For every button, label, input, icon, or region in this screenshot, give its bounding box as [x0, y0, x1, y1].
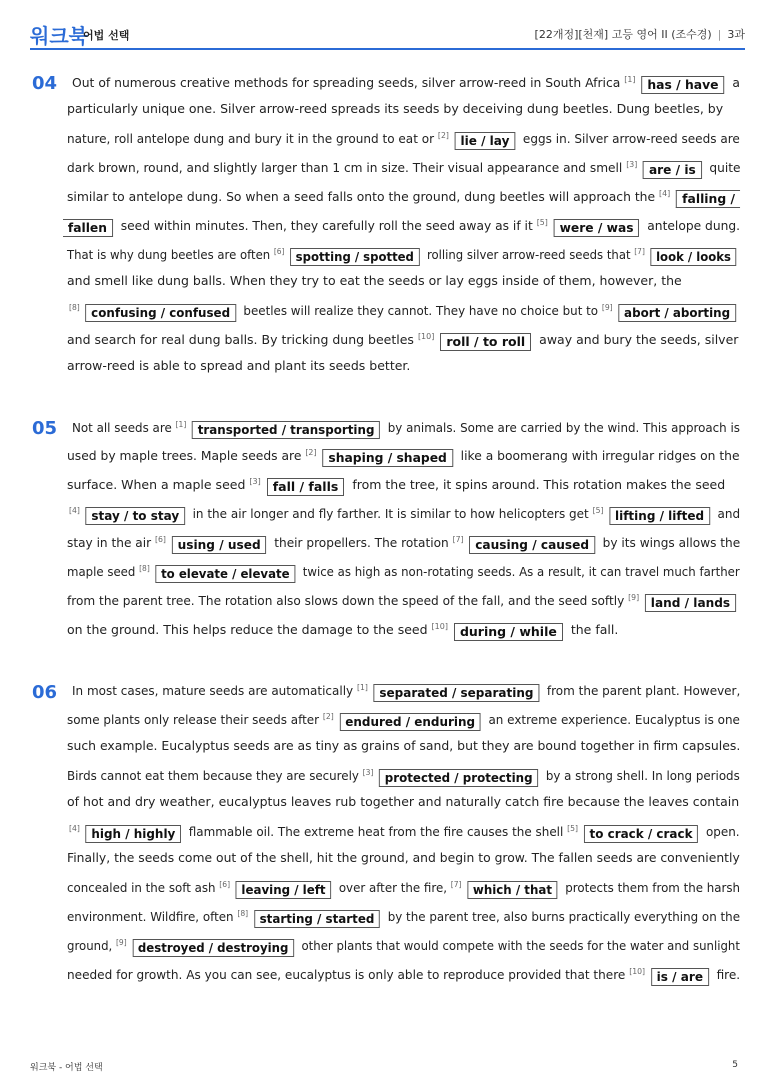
text: concealed in the soft ash	[67, 880, 216, 895]
text: ground,	[67, 938, 113, 953]
text: needed for growth. As you can see, eucalyptus is only able to reproduce provided that there	[67, 967, 626, 982]
choice-box-continued[interactable]: fallen	[63, 219, 113, 237]
choice-box[interactable]: to crack / crack	[584, 825, 699, 843]
text-line	[67, 905, 740, 928]
blank-marker: [7]	[452, 535, 464, 544]
footer-title: 워크북 - 어법 선택	[30, 1063, 103, 1073]
choice-box[interactable]: separated / separating	[374, 684, 540, 702]
choice-box[interactable]: fall / falls	[267, 478, 345, 496]
blank-marker: [5]	[536, 218, 548, 227]
text: an extreme experience. Eucalyptus is one	[488, 712, 740, 727]
blank-marker: [8]	[69, 303, 80, 312]
blank-marker: [2]	[305, 448, 317, 457]
text: by a strong shell. In long periods	[545, 768, 740, 783]
text: the fall.	[570, 622, 619, 637]
choice-box[interactable]: high / highly	[86, 825, 181, 843]
blank-marker: [1]	[624, 75, 636, 84]
course-info	[535, 26, 745, 42]
text: other plants that would compete with the seeds for the water and sunlight	[301, 938, 740, 953]
text: beetles will realize they cannot. They have no choice but to	[243, 303, 599, 318]
choice-box[interactable]: land / lands	[645, 594, 736, 612]
choice-box[interactable]: lie / lay	[455, 132, 516, 150]
text-line: arrow-reed is able to spread and plant its seeds better.	[67, 358, 411, 373]
text-line	[67, 963, 740, 986]
text: from the parent tree. The rotation also slows down the speed of the fall, and the seed softly	[67, 593, 625, 608]
text: a	[732, 75, 740, 90]
text: by the parent tree, also burns practically everything on the	[387, 909, 741, 924]
blank-marker: [9]	[601, 303, 613, 312]
text: in the air longer and fly farther. It is similar to how helicopters get	[192, 506, 589, 521]
text: open.	[705, 824, 740, 839]
text-line: of hot and dry weather, eucalyptus leaves rub together and naturally catch fire because the leaves contain	[67, 794, 740, 809]
blank-marker: [6]	[273, 247, 285, 256]
text: environment. Wildfire, often	[67, 909, 234, 924]
blank-marker: [6]	[219, 880, 231, 889]
question-number: 06	[32, 682, 58, 703]
text: In most cases, mature seeds are automatically	[72, 683, 354, 698]
text: from the parent plant. However,	[546, 683, 741, 698]
blank-marker: [2]	[322, 712, 334, 721]
brand-title: 워크북	[30, 24, 88, 48]
choice-box[interactable]: which / that	[467, 881, 557, 899]
choice-box[interactable]: falling /	[676, 190, 740, 208]
lesson-label: 3과	[727, 28, 745, 41]
text: Not all seeds are	[72, 420, 172, 435]
text: and	[717, 506, 741, 521]
blank-marker: [10]	[629, 967, 646, 976]
text: some plants only release their seeds after	[67, 712, 320, 727]
text-line	[69, 502, 740, 525]
text-line: and smell like dung balls. When they try to eat the seeds or lay eggs inside of them, however, the	[67, 273, 682, 288]
text-line: particularly unique one. Silver arrow-reed spreads its seeds by deceiving dung beetles. Dung beetles, by	[67, 101, 724, 116]
text: seed within minutes. Then, they carefully roll the seed away as if it	[120, 218, 533, 233]
blank-marker: [3]	[626, 160, 638, 169]
choice-box[interactable]: spotting / spotted	[290, 248, 419, 266]
text: surface. When a maple seed	[67, 477, 246, 492]
text-line	[67, 531, 740, 554]
brand-subtitle: 어법 선택	[83, 29, 130, 42]
text: maple seed	[67, 564, 136, 579]
blank-marker: [1]	[175, 420, 187, 429]
text-line	[67, 618, 618, 641]
text: and search for real dung balls. By tricking dung beetles	[67, 332, 414, 347]
text: dark brown, round, and slightly larger than 1 cm in size. Their visual appearance and smell	[67, 160, 623, 175]
text-line: Finally, the seeds come out of the shell, hit the ground, and begin to grow. The fallen seeds are conveniently	[67, 850, 740, 865]
blank-marker: [10]	[431, 622, 448, 631]
question-number: 04	[32, 73, 58, 94]
text-line	[69, 299, 740, 322]
text-line	[67, 444, 740, 467]
choice-box[interactable]: causing / caused	[469, 536, 594, 554]
blank-marker: [5]	[567, 824, 579, 833]
page-header	[30, 18, 745, 50]
text: That is why dung beetles are often	[67, 247, 271, 262]
blank-marker: [4]	[69, 824, 80, 833]
text: fire.	[716, 967, 741, 982]
text: over after the fire,	[338, 880, 448, 895]
text: used by maple trees. Maple seeds are	[67, 448, 302, 463]
text: eggs in. Silver arrow-reed seeds are	[522, 131, 740, 146]
blank-marker: [5]	[592, 506, 604, 515]
text-line	[67, 473, 725, 496]
choice-box[interactable]: were / was	[554, 219, 640, 237]
text-line	[69, 820, 740, 843]
header-divider: |	[717, 28, 722, 41]
blank-marker: [10]	[417, 332, 435, 341]
text-line	[72, 416, 740, 439]
text: nature, roll antelope dung and bury it in the ground to eat or	[67, 131, 435, 146]
blank-marker: [8]	[237, 909, 249, 918]
choice-box[interactable]: endured / enduring	[340, 713, 481, 731]
text: similar to antelope dung. So when a seed falls onto the ground, dung beetles will approach the	[67, 189, 656, 204]
text-line	[67, 589, 740, 612]
text-line	[63, 214, 740, 237]
choice-box[interactable]: roll / to roll	[440, 333, 531, 351]
blank-marker: [4]	[69, 506, 80, 515]
text-line	[72, 679, 740, 702]
text: by its wings allows the	[602, 535, 741, 550]
choice-box[interactable]: destroyed / destroying	[132, 939, 294, 957]
text-line	[72, 71, 740, 94]
text-line	[67, 127, 740, 150]
choice-box[interactable]: transported / transporting	[192, 421, 380, 439]
choice-box[interactable]: to elevate / elevate	[155, 565, 295, 583]
text: like a boomerang with irregular ridges on the	[460, 448, 740, 463]
course-name: [22개정][천재] 고등 영어 II (조수경)	[534, 28, 712, 41]
choice-box[interactable]: abort / aborting	[618, 304, 735, 322]
blank-marker: [9]	[628, 593, 640, 602]
text: rolling silver arrow-reed seeds that	[426, 247, 631, 262]
choice-box[interactable]: are / is	[643, 161, 702, 179]
text: flammable oil. The extreme heat from the fire causes the shell	[188, 824, 564, 839]
text-line	[67, 764, 740, 787]
text: quite	[709, 160, 741, 175]
choice-box[interactable]: has / have	[641, 76, 724, 94]
blank-marker: [4]	[659, 189, 671, 198]
text-line	[67, 243, 740, 266]
blank-marker: [6]	[154, 535, 166, 544]
page-number: 5	[732, 1060, 738, 1070]
text: on the ground. This helps reduce the damage to the seed	[67, 622, 428, 637]
choice-box[interactable]: during / while	[454, 623, 563, 641]
blank-marker: [7]	[450, 880, 462, 889]
choice-box[interactable]: look / looks	[650, 248, 736, 266]
text-line	[67, 560, 740, 583]
choice-box[interactable]: shaping / shaped	[322, 449, 452, 467]
choice-box[interactable]: starting / started	[254, 910, 380, 928]
text-line	[67, 328, 738, 351]
text-line	[67, 934, 740, 957]
blank-marker: [8]	[139, 564, 150, 573]
blank-marker: [2]	[437, 131, 449, 140]
text: twice as high as non-rotating seeds. As a result, it can travel much farther	[302, 564, 740, 579]
text: away and bury the seeds, silver	[539, 332, 739, 347]
choice-box[interactable]: confusing / confused	[85, 304, 235, 322]
text-line	[67, 708, 740, 731]
text-line	[67, 156, 740, 179]
text: antelope dung.	[647, 218, 741, 233]
text: their propellers. The rotation	[274, 535, 449, 550]
blank-marker: [1]	[356, 683, 368, 692]
question-number: 05	[32, 418, 58, 439]
choice-box[interactable]: stay / to stay	[86, 507, 185, 525]
blank-marker: [3]	[362, 768, 374, 777]
text: by animals. Some are carried by the wind. This approach is	[387, 420, 740, 435]
choice-box[interactable]: lifting / lifted	[609, 507, 710, 525]
choice-box[interactable]: protected / protecting	[379, 769, 538, 787]
blank-marker: [3]	[249, 477, 261, 486]
choice-box[interactable]: is / are	[651, 968, 709, 986]
text: Out of numerous creative methods for spreading seeds, silver arrow-reed in South Africa	[72, 75, 621, 90]
choice-box[interactable]: using / used	[172, 536, 267, 554]
text-line: such example. Eucalyptus seeds are as tiny as grains of sand, but they are bound together in firm capsules.	[67, 738, 741, 753]
choice-box[interactable]: leaving / left	[236, 881, 332, 899]
text-line	[67, 185, 740, 208]
blank-marker: [7]	[634, 247, 645, 256]
text-line	[67, 876, 740, 899]
blank-marker: [9]	[115, 938, 127, 947]
text: protects them from the harsh	[565, 880, 741, 895]
text: Birds cannot eat them because they are securely	[67, 768, 359, 783]
text: stay in the air	[67, 535, 152, 550]
text: from the tree, it spins around. This rotation makes the seed	[352, 477, 726, 492]
